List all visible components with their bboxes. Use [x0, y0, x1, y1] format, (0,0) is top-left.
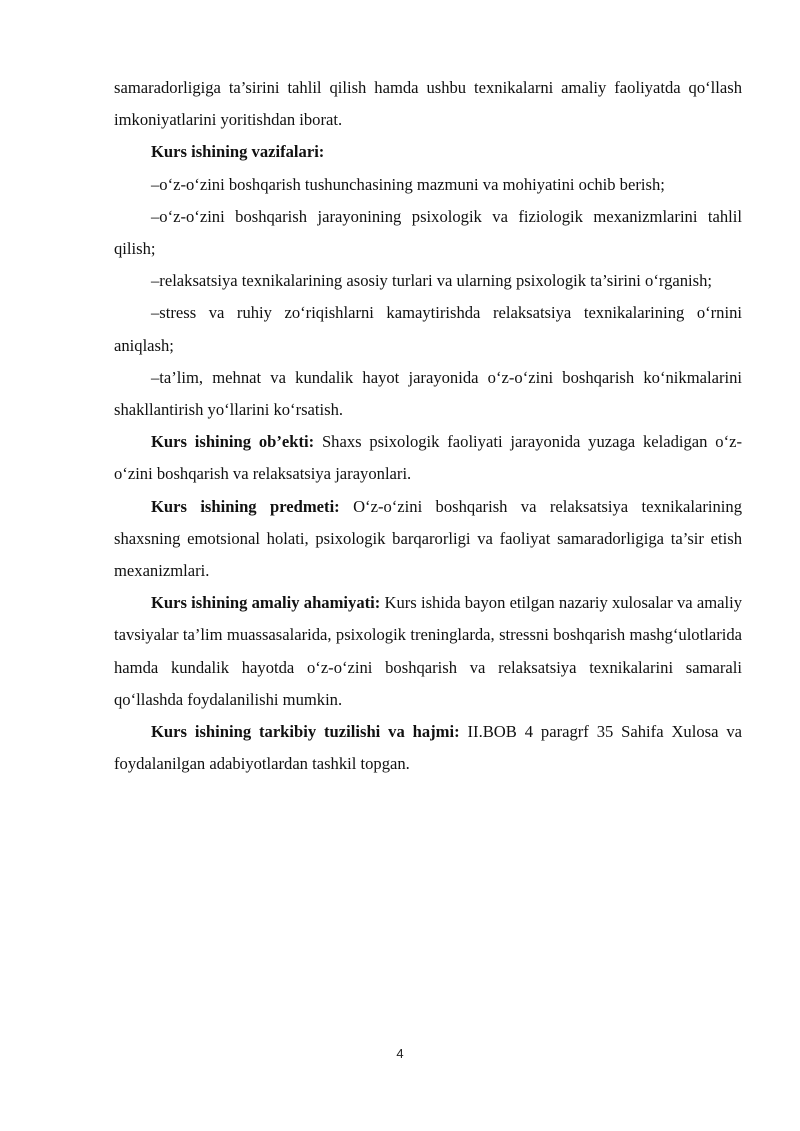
structure-label: Kurs ishining tarkibiy tuzilishi va hajmi: — [151, 722, 460, 742]
object-text: Shaxs psixologik faoliyati jarayonida yuzaga keladigan o‘z-o‘zini boshqarish va relaksatsiya jarayonlari. — [114, 432, 742, 484]
structure-paragraph — [114, 716, 742, 780]
object-paragraph — [114, 426, 742, 490]
tasks-heading: Kurs ishining vazifalari: — [151, 142, 325, 162]
task-item-4: –stress va ruhiy zo‘riqishlarni kamaytirishda relaksatsiya texnikalarining o‘rnini aniqlash; — [114, 303, 742, 355]
subject-label: Kurs ishining predmeti: — [151, 496, 340, 516]
page-number: 4 — [396, 1046, 404, 1061]
task-item-3: –relaksatsiya texnikalarining asosiy turlari va ularning psixologik ta’sirini o‘rganish; — [151, 271, 713, 291]
practical-label: Kurs ishining amaliy ahamiyati: — [151, 593, 381, 613]
task-item-1: –o‘z-o‘zini boshqarish tushunchasining mazmuni va mohiyatini ochib berish; — [151, 174, 665, 194]
intro-paragraph: samaradorligiga ta’sirini tahlil qilish hamda ushbu texnikalarni amaliy faoliyatda qo‘llash imkoniyatlarini yoritishdan iborat. — [114, 78, 742, 130]
body-text — [114, 72, 742, 780]
subject-paragraph — [114, 491, 742, 588]
task-item-2: –o‘z-o‘zini boshqarish jarayonining psixologik va fiziologik mexanizmlarini tahlil qilish; — [114, 206, 742, 259]
task-item-5: –ta’lim, mehnat va kundalik hayot jarayonida o‘z-o‘zini boshqarish ko‘nikmalarini shakllantirish yo‘llarini ko‘rsatish. — [114, 367, 742, 420]
subject-text: O‘z-o‘zini boshqarish va relaksatsiya texnikalarining shaxsning emotsional holati, psixologik barqarorligi va faoliyat samaradorligiga ta’sir etish mexanizmlari. — [114, 496, 742, 581]
object-label: Kurs ishining ob’ekti: — [151, 432, 315, 452]
practical-text: Kurs ishida bayon etilgan nazariy xulosalar va amaliy tavsiyalar ta’lim muassasalarida, psixologik treninglarda, stressni boshqarish mashg‘ulotlarida hamda kundalik hayotda o‘z-o‘zini boshqarish va relaksatsiya texnikalarini samarali qo‘llashda foydalanilishi mumkin. — [114, 593, 743, 709]
structure-text: II.BOB 4 paragrf 35 Sahifa Xulosa va foydalanilgan adabiyotlardan tashkil topgan. — [114, 722, 742, 774]
practical-paragraph — [114, 587, 742, 716]
